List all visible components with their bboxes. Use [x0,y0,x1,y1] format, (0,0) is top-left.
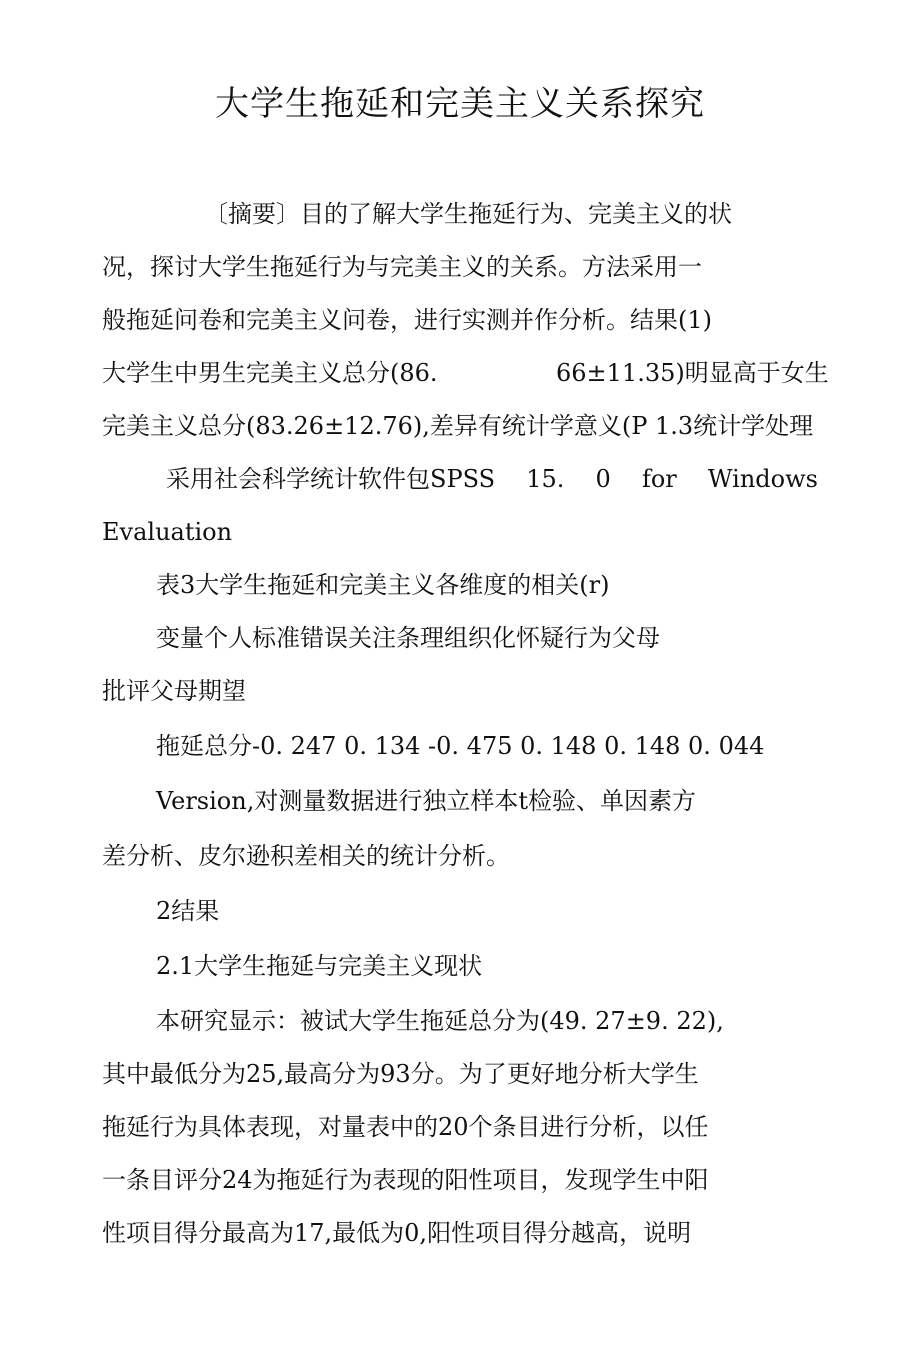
software-line [166,461,818,497]
results-line-4: 一条目评分24为拖延行为表现的阳性项目，发现学生中阳 [102,1166,709,1194]
table-row-procrastination: 拖延总分-0. 247 0. 134 -0. 475 0. 148 0. 148 0. 044 [156,732,765,760]
software-line-part-3: 0 [595,465,611,493]
abstract-line-4a: 大学生中男生完美主义总分(86. [102,359,438,387]
software-line-part-1: 采用社会科学统计软件包SPSS [166,465,496,493]
results-line-5: 性项目得分最高为17,最低为0,阳性项目得分越高，说明 [102,1219,692,1247]
abstract-line-3: 般拖延问卷和完美主义问卷，进行实测并作分析。结果(1) [102,306,712,334]
document-title: 大学生拖延和完美主义关系探究 [215,84,705,124]
software-line-continued: Evaluation [102,518,233,546]
section-heading-results: 2结果 [156,897,220,925]
abstract-line-4b: 66±11.35)明显高于女生 [556,359,829,387]
software-line-part-5: Windows [707,465,818,493]
abstract-line-1: 〔摘要〕目的了解大学生拖延行为、完美主义的状 [204,200,732,228]
results-line-2: 其中最低分为25,最高分为93分。为了更好地分析大学生 [102,1060,699,1088]
subsection-heading: 2.1大学生拖延与完美主义现状 [156,952,483,980]
results-line-3: 拖延行为具体表现，对量表中的20个条目进行分析，以任 [102,1113,709,1141]
software-line-part-2: 15. [526,465,565,493]
table-header-line-2: 批评父母期望 [102,677,246,705]
method-line-2: 差分析、皮尔逊积差相关的统计分析。 [102,842,510,870]
results-line-1: 本研究显示：被试大学生拖延总分为(49. 27±9. 22), [156,1007,724,1035]
table-caption: 表3大学生拖延和完美主义各维度的相关(r) [156,571,610,599]
abstract-line-2: 况，探讨大学生拖延行为与完美主义的关系。方法采用一 [102,253,702,281]
software-line-part-4: for [641,465,677,493]
abstract-line-5: 完美主义总分(83.26±12.76),差异有统计学意义(P 1.3统计学处理 [102,412,814,440]
table-header-line-1: 变量个人标准错误关注条理组织化怀疑行为父母 [156,624,660,652]
method-line-1: Version,对测量数据进行独立样本t检验、单因素方 [156,787,696,815]
